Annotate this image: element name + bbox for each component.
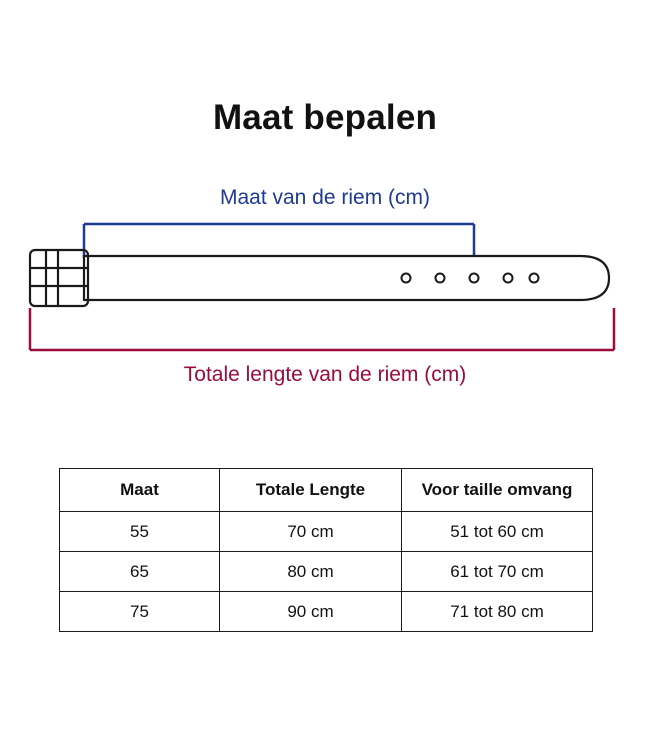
cell-maat: 65	[60, 552, 220, 592]
page-title: Maat bepalen	[212, 98, 438, 137]
cell-maat: 55	[60, 512, 220, 552]
column-header-maat: Maat	[60, 469, 220, 512]
cell-maat: 75	[60, 592, 220, 632]
column-header-taille-omvang: Voor taille omvang	[402, 469, 593, 512]
size-table	[59, 468, 593, 632]
belt-drawing-svg	[0, 180, 650, 410]
belt-buckle-icon	[30, 250, 88, 306]
cell-totale-lengte: 90 cm	[220, 592, 402, 632]
table-header-row	[60, 469, 593, 512]
size-table-wrap	[59, 468, 592, 632]
belt-length-label: Maat van de riem (cm)	[219, 186, 431, 209]
cell-taille-omvang: 71 tot 80 cm	[402, 592, 593, 632]
cell-totale-lengte: 70 cm	[220, 512, 402, 552]
total-length-label: Totale lengte van de riem (cm)	[183, 363, 467, 386]
total-length-bracket-icon	[30, 308, 614, 350]
cell-taille-omvang: 61 tot 70 cm	[402, 552, 593, 592]
belt-measure-bracket-icon	[84, 224, 474, 258]
table-row	[60, 592, 593, 632]
table-row	[60, 552, 593, 592]
cell-taille-omvang: 51 tot 60 cm	[402, 512, 593, 552]
table-row	[60, 512, 593, 552]
belt-diagram	[0, 180, 650, 410]
column-header-totale-lengte: Totale Lengte	[220, 469, 402, 512]
cell-totale-lengte: 80 cm	[220, 552, 402, 592]
